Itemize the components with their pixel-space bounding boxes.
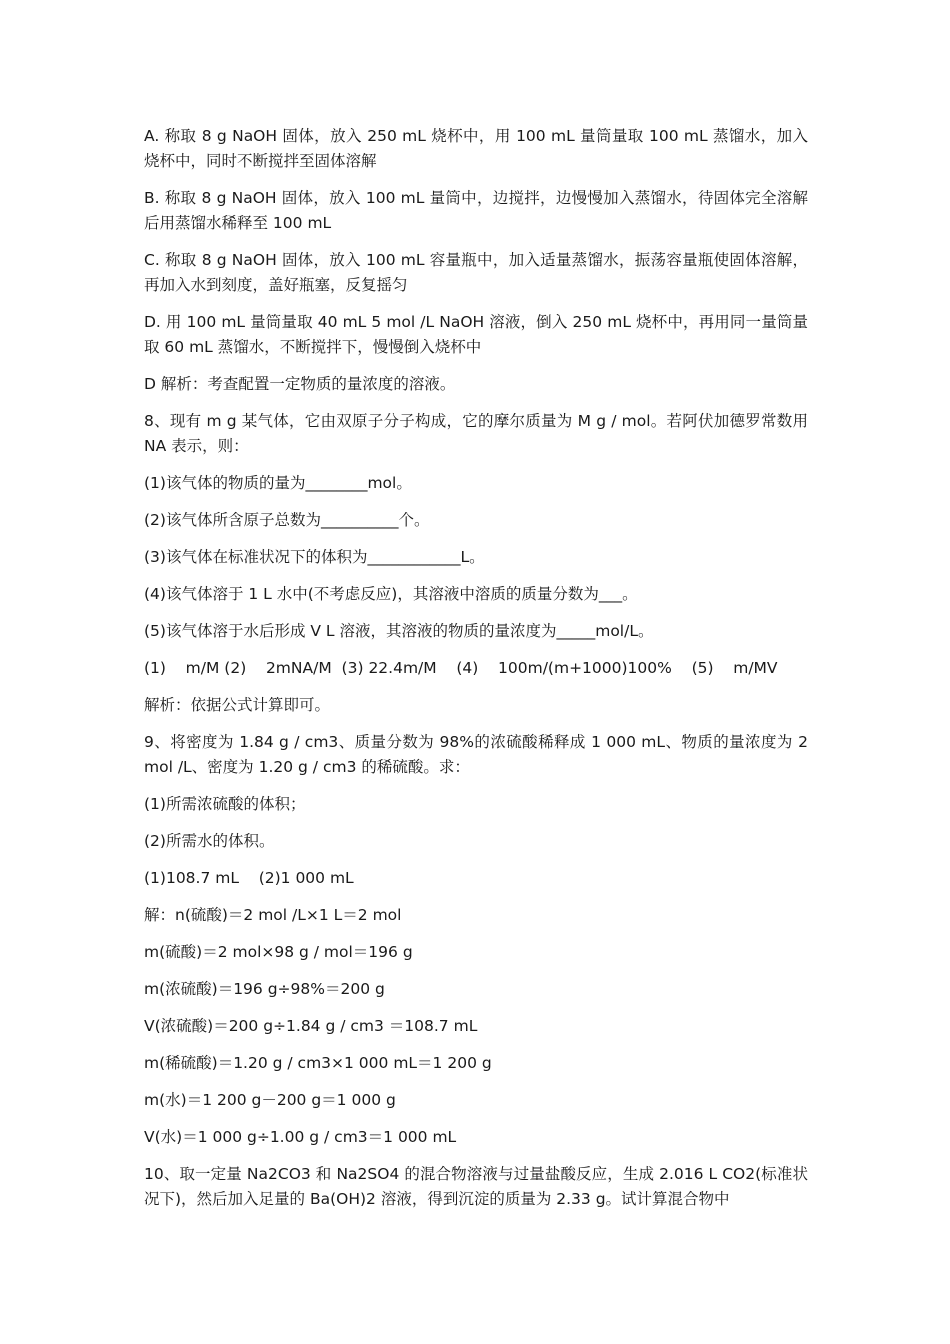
solution-step-6: m(水)＝1 200 g－200 g＝1 000 g — [144, 1091, 396, 1109]
solution-step-7: V(水)＝1 000 g÷1.00 g / cm3＝1 000 mL — [144, 1128, 457, 1146]
option-b: B. 称取 8 g NaOH 固体，放入 100 mL 量筒中，边搅拌，边慢慢加入蒸馏水，待固体完全溶解后用蒸馏水稀释至 100 mL — [144, 189, 808, 232]
solution-step-5: m(稀硫酸)＝1.20 g / cm3×1 000 mL＝1 200 g — [144, 1054, 492, 1072]
document-body — [144, 124, 808, 1224]
explanation-8: 解析：依据公式计算即可。 — [144, 696, 331, 714]
option-c: C. 称取 8 g NaOH 固体，放入 100 mL 容量瓶中，加入适量蒸馏水，振荡容量瓶使固体溶解，再加入水到刻度，盖好瓶塞，反复摇匀 — [144, 251, 808, 294]
question-10: 10、取一定量 Na2CO3 和 Na2SO4 的混合物溶液与过量盐酸反应，生成 2.016 L CO2(标准状况下)，然后加入足量的 Ba(OH)2 溶液，得到沉淀的质量为 2.33 g。试计算混合物中 — [144, 1165, 808, 1208]
answer-9: (1)108.7 mL (2)1 000 mL — [144, 869, 354, 887]
question-9-part-1: (1)所需浓硫酸的体积； — [144, 795, 306, 813]
question-9-part-2: (2)所需水的体积。 — [144, 832, 275, 850]
solution-step-2: m(硫酸)＝2 mol×98 g / mol＝196 g — [144, 943, 413, 961]
solution-step-4: V(浓硫酸)＝200 g÷1.84 g / cm3 ＝108.7 mL — [144, 1017, 478, 1035]
solution-step-1: 解：n(硫酸)＝2 mol /L×1 L＝2 mol — [144, 906, 402, 924]
question-8-part-4: (4)该气体溶于 1 L 水中(不考虑反应)，其溶液中溶质的质量分数为___。 — [144, 585, 638, 603]
solution-step-3: m(浓硫酸)＝196 g÷98%＝200 g — [144, 980, 385, 998]
question-9: 9、将密度为 1.84 g / cm3、质量分数为 98%的浓硫酸稀释成 1 000 mL、物质的量浓度为 2 mol /L、密度为 1.20 g / cm3 的稀硫酸。求： — [144, 733, 808, 776]
question-8-part-1: (1)该气体的物质的量为________mol。 — [144, 474, 412, 492]
answer-8: (1) m/M (2) 2mNA/M (3) 22.4m/M (4) 100m/(m+1000)100% (5) m/MV — [144, 659, 778, 677]
option-a: A. 称取 8 g NaOH 固体，放入 250 mL 烧杯中，用 100 mL 量筒量取 100 mL 蒸馏水，加入烧杯中，同时不断搅拌至固体溶解 — [144, 127, 808, 170]
question-8-part-3: (3)该气体在标准状况下的体积为____________L。 — [144, 548, 485, 566]
question-8-part-2: (2)该气体所含原子总数为__________个。 — [144, 511, 430, 529]
option-d: D. 用 100 mL 量筒量取 40 mL 5 mol /L NaOH 溶液，倒入 250 mL 烧杯中，再用同一量筒量取 60 mL 蒸馏水，不断搅拌下，慢慢倒入烧杯中 — [144, 313, 808, 356]
answer-explanation-7: D 解析：考查配置一定物质的量浓度的溶液。 — [144, 375, 456, 393]
question-8: 8、现有 m g 某气体，它由双原子分子构成，它的摩尔质量为 M g / mol。若阿伏加德罗常数用 NA 表示，则： — [144, 412, 808, 455]
question-8-part-5: (5)该气体溶于水后形成 V L 溶液，其溶液的物质的量浓度为_____mol/L。 — [144, 622, 654, 640]
